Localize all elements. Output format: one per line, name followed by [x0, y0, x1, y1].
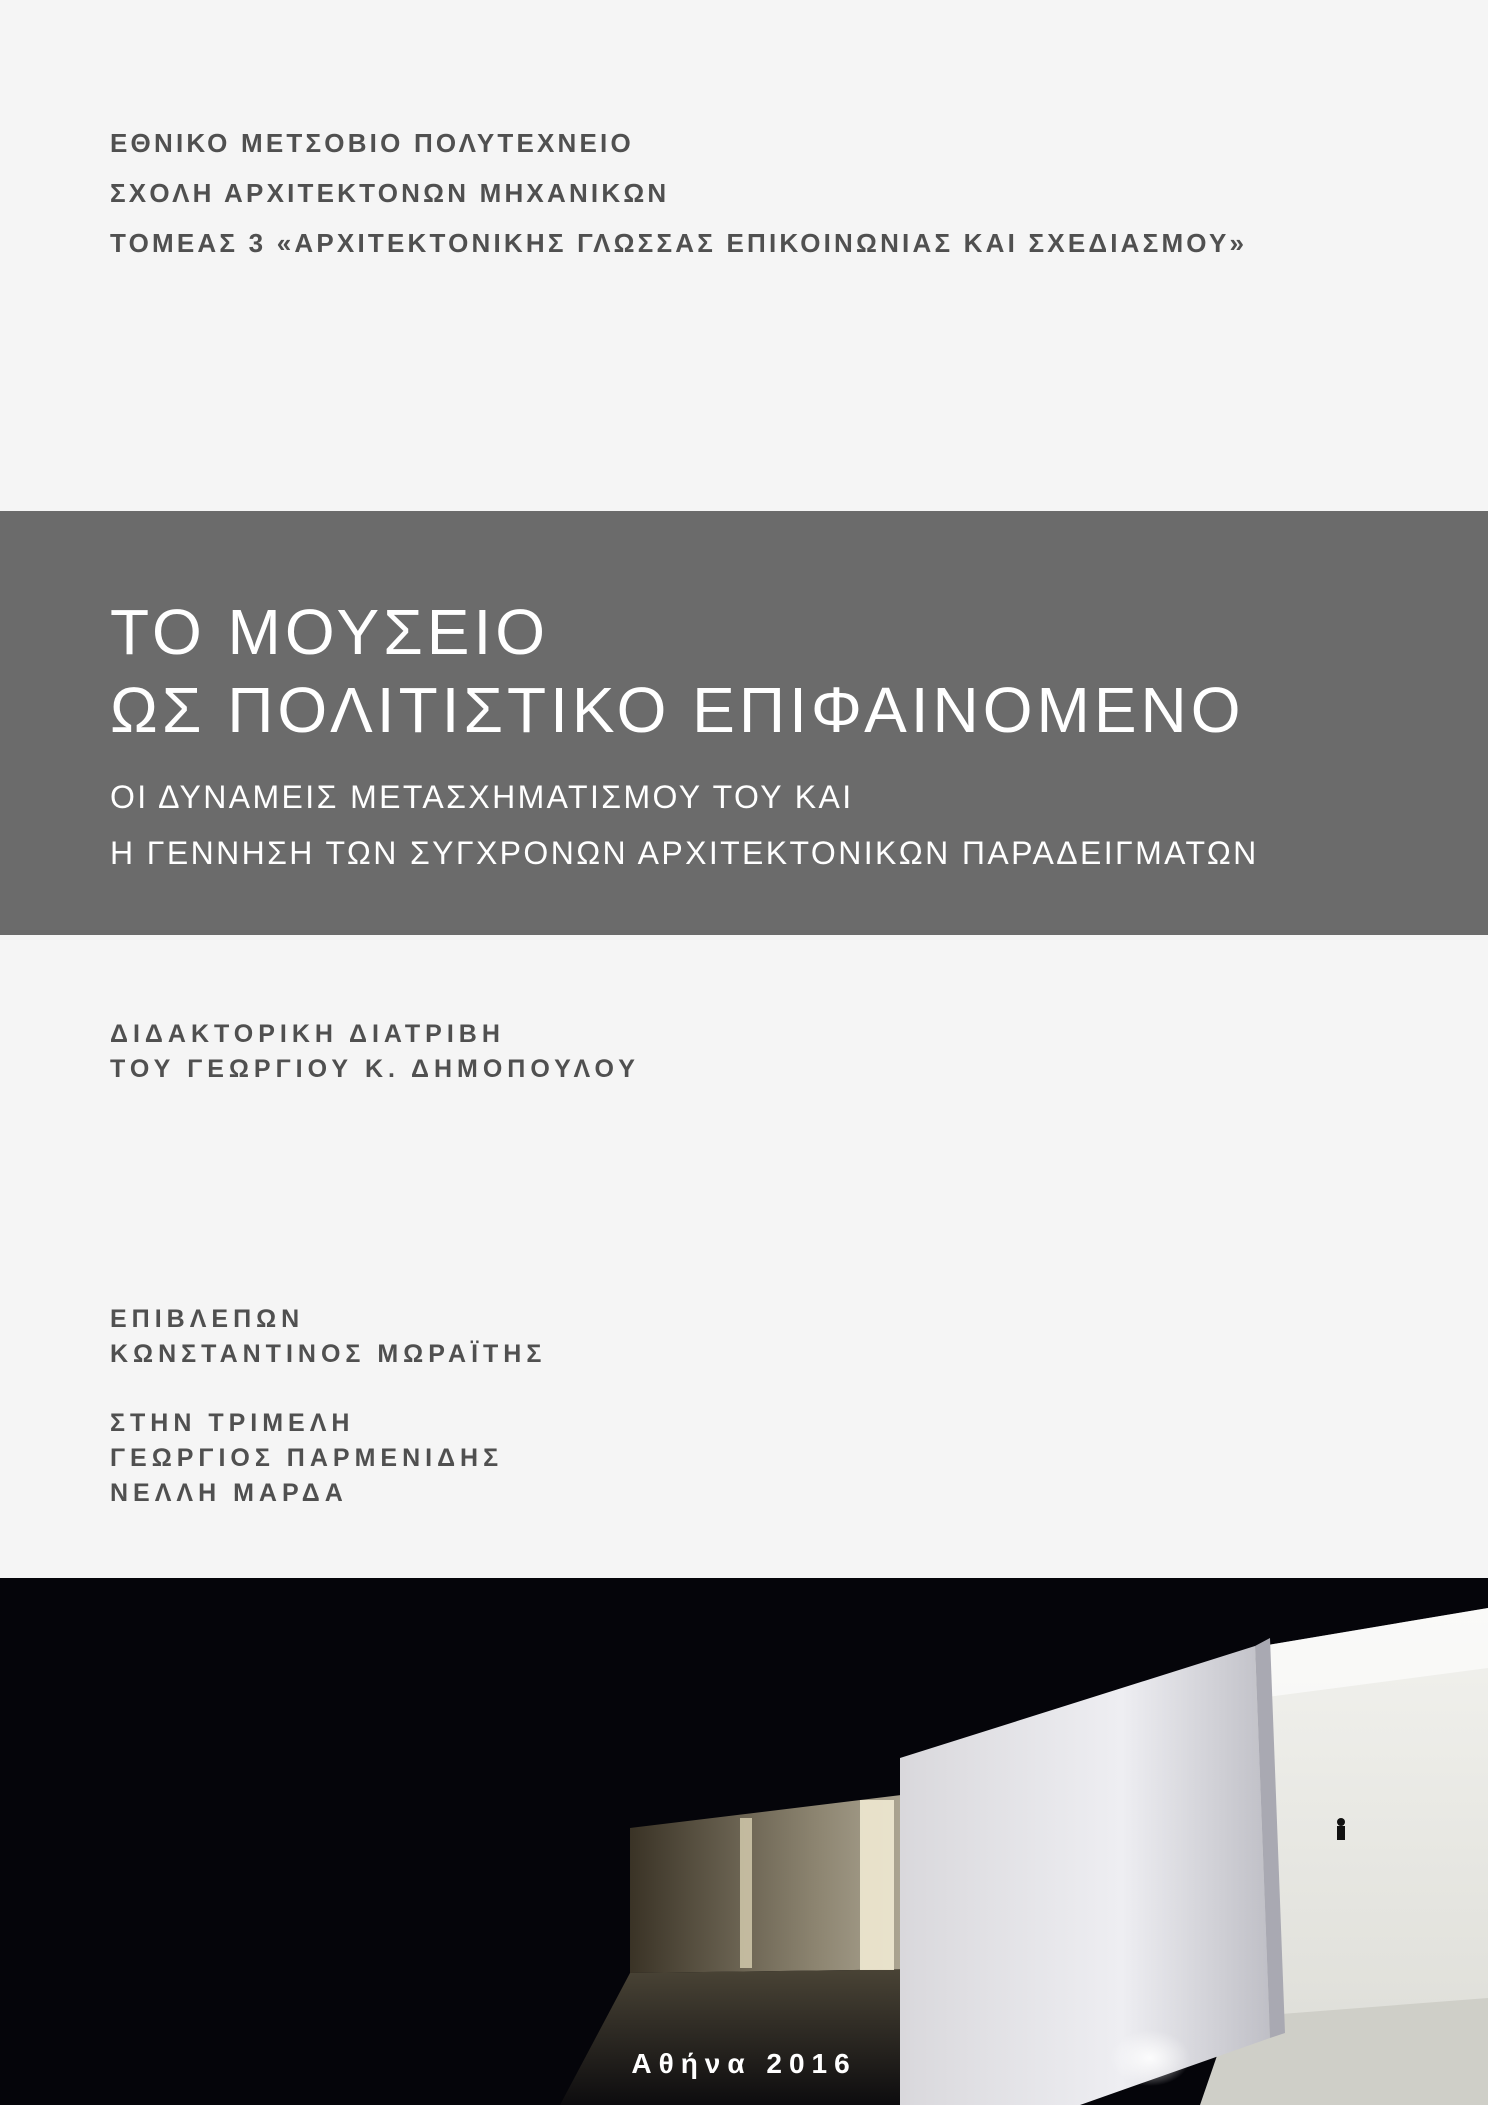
museum-interior-illustration [0, 1578, 1488, 2105]
main-title-line2: ΩΣ ΠΟΛΙΤΙΣΤΙΚΟ ΕΠΙΦΑΙΝΟΜΕΝΟ [110, 674, 1245, 746]
subtitle-line1: ΟΙ ΔΥΝΑΜΕΙΣ ΜΕΤΑΣΧΗΜΑΤΙΣΜΟΥ ΤΟΥ ΚΑΙ [110, 779, 854, 815]
supervisor-label: ΕΠΙΒΛΕΠΩΝ [110, 1305, 305, 1333]
supervisor-name: ΚΩΝΣΤΑΝΤΙΝΟΣ ΜΩΡΑΪΤΗΣ [110, 1340, 547, 1368]
title-band [0, 511, 1488, 935]
school-name: ΣΧΟΛΗ ΑΡΧΙΤΕΚΤΟΝΩΝ ΜΗΧΑΝΙΚΩΝ [110, 178, 670, 208]
committee-info [110, 1406, 1010, 1511]
department-name: ΤΟΜΕΑΣ 3 «ΑΡΧΙΤΕΚΤΟΝΙΚΗΣ ΓΛΩΣΣΑΣ ΕΠΙΚΟΙΝΩΝΙΑΣ ΚΑΙ ΣΧΕΔΙΑΣΜΟΥ» [110, 228, 1248, 258]
committee-member-2: ΝΕΛΛΗ ΜΑΡΔΑ [110, 1479, 348, 1507]
thesis-author: ΤΟΥ ΓΕΩΡΓΙΟΥ Κ. ΔΗΜΟΠΟΥΛΟΥ [110, 1055, 640, 1083]
subtitle-line2: Η ΓΕΝΝΗΣΗ ΤΩΝ ΣΥΓΧΡΟΝΩΝ ΑΡΧΙΤΕΚΤΟΝΙΚΩΝ ΠΑΡΑΔΕΙΓΜΑΤΩΝ [110, 835, 1259, 871]
thesis-info [110, 1017, 1010, 1087]
place-date: Αθήνα 2016 [631, 2048, 857, 2079]
subtitle [110, 769, 1470, 881]
main-title [110, 593, 1470, 749]
thesis-type: ΔΙΔΑΚΤΟΡΙΚΗ ΔΙΑΤΡΙΒΗ [110, 1020, 505, 1048]
committee-label: ΣΤΗΝ ΤΡΙΜΕΛΗ [110, 1409, 355, 1437]
supervisor-info [110, 1302, 1010, 1372]
committee-member-1: ΓΕΩΡΓΙΟΣ ΠΑΡΜΕΝΙΔΗΣ [110, 1444, 504, 1472]
institution-header [110, 118, 1410, 268]
university-name: ΕΘΝΙΚΟ ΜΕΤΣΟΒΙΟ ΠΟΛΥΤΕΧΝΕΙΟ [110, 128, 634, 158]
main-title-line1: ΤΟ ΜΟΥΣΕΙΟ [110, 596, 550, 668]
cover-photo [0, 1578, 1488, 2105]
